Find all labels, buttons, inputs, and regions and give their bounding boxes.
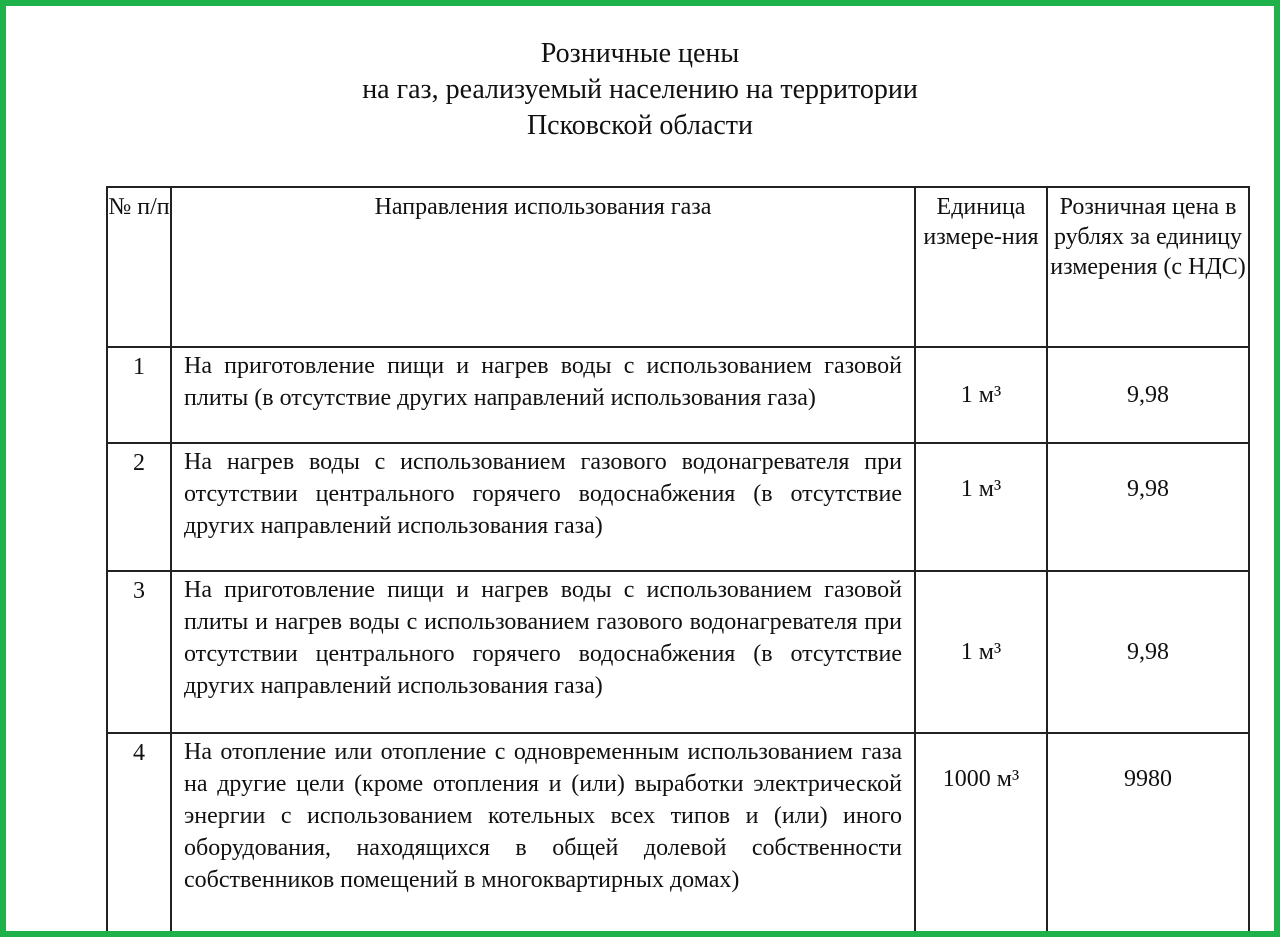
row-price: 9,98	[1047, 443, 1249, 571]
price-table	[106, 186, 1250, 934]
header-price: Розничная цена в рублях за единицу измерения (с НДС)	[1047, 187, 1249, 347]
header-direction: Направления использования газа	[171, 187, 915, 347]
row-direction: На отопление или отопление с одновременным использованием газа на другие цели (кроме отопления и (или) выработки электрической энергии с использованием котельных всех типов и (или) иного оборудования, находящихся в общей долевой собственности собственников помещений в многоквартирных домах)	[171, 733, 915, 933]
table-row	[107, 443, 1249, 571]
row-num: 3	[107, 571, 171, 733]
table-row	[107, 347, 1249, 443]
table-row	[107, 733, 1249, 933]
row-num: 4	[107, 733, 171, 933]
row-price: 9980	[1047, 733, 1249, 933]
row-unit: 1 м³	[915, 571, 1047, 733]
row-num: 2	[107, 443, 171, 571]
row-direction: На приготовление пищи и нагрев воды с использованием газовой плиты и нагрев воды с использованием газового водонагревателя при отсутствии центрального горячего водоснабжения (в отсутствие других направлений использования газа)	[171, 571, 915, 733]
row-unit: 1 м³	[915, 347, 1047, 443]
document-title	[6, 36, 1274, 144]
row-price: 9,98	[1047, 571, 1249, 733]
row-unit: 1 м³	[915, 443, 1047, 571]
title-line-3: Псковской области	[526, 110, 754, 141]
row-price: 9,98	[1047, 347, 1249, 443]
row-unit: 1000 м³	[915, 733, 1047, 933]
title-line-2: на газ, реализуемый населению на территории	[362, 74, 918, 105]
table-header-row	[107, 187, 1249, 347]
row-direction: На приготовление пищи и нагрев воды с использованием газовой плиты (в отсутствие других направлений использования газа)	[171, 347, 915, 443]
title-line-1: Розничные цены	[540, 38, 740, 69]
table-row	[107, 571, 1249, 733]
header-unit: Единица измере-ния	[915, 187, 1047, 347]
header-num: № п/п	[107, 187, 171, 347]
row-direction: На нагрев воды с использованием газового водонагревателя при отсутствии центрального горячего водоснабжения (в отсутствие других направлений использования газа)	[171, 443, 915, 571]
row-num: 1	[107, 347, 171, 443]
